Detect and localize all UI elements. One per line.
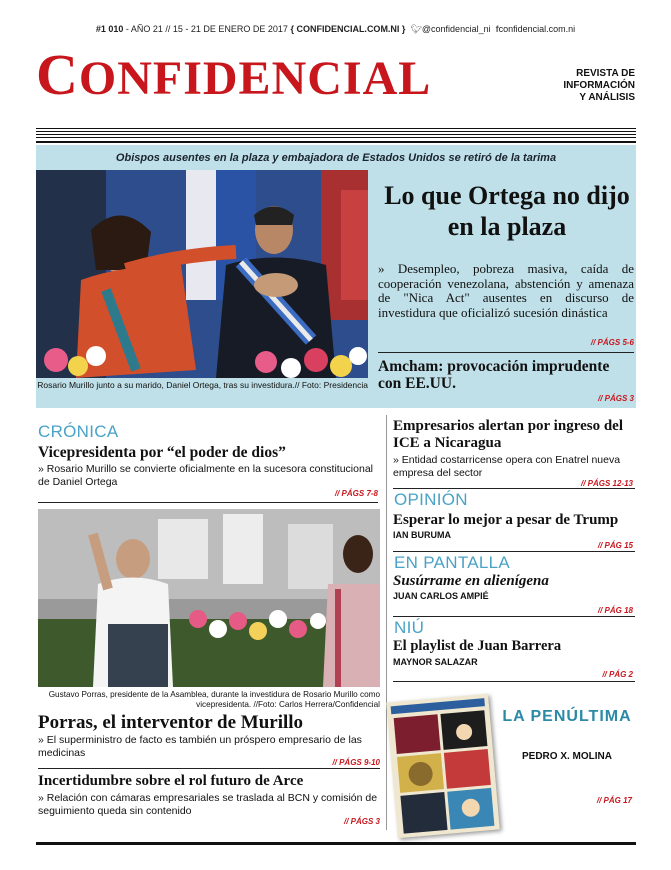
investiture-photo — [38, 509, 380, 687]
alien-page-ref: // PÁG 18 — [597, 606, 633, 615]
cronica-page-ref: // PÁGS 7-8 — [334, 489, 378, 498]
arce-page-ref: // PÁGS 3 — [343, 817, 380, 826]
issue-number: #1 010 — [95, 24, 124, 34]
section-cronica: CRÓNICA — [38, 422, 119, 441]
amcham-page-ref: // PÁGS 3 — [597, 394, 634, 403]
playlist-author: MAYNOR SALAZAR — [393, 657, 478, 667]
masthead-rule — [36, 128, 636, 138]
arce-deck: » Relación con cámaras empresariales se traslada al BCN y comisión de seguimiento queda sin contenido — [38, 792, 378, 817]
section-la-penultima[interactable]: LA PENÚLTIMA — [502, 708, 632, 725]
investiture-photo-caption: Gustavo Porras, presidente de la Asamblea, durante la investidura de Rosario Murillo como vicepresidenta. //Foto: Carlos Herrera/Confidencial — [48, 690, 380, 709]
divider — [393, 551, 635, 552]
penultima-page-ref: // PÁG 17 — [596, 796, 632, 805]
amcham-headline[interactable]: Amcham: provocación imprudente con EE.UU. — [378, 358, 610, 392]
trump-headline[interactable]: Esperar lo mejor a pesar de Trump — [393, 512, 619, 528]
cronica-headline[interactable]: Vicepresidenta por “el poder de dios” — [38, 444, 286, 461]
divider — [38, 502, 378, 503]
empresarios-headline[interactable]: Empresarios alertan por ingreso del ICE a Nicaragua — [393, 418, 623, 451]
section-niu: NIÚ — [394, 618, 425, 637]
divider — [393, 488, 635, 489]
masthead-rule-solid — [36, 141, 636, 143]
cartoon-thumbnail[interactable] — [386, 694, 499, 838]
masthead-tagline: REVISTA DE INFORMACIÓN Y ANÁLISIS — [563, 68, 635, 103]
porras-headline[interactable]: Porras, el interventor de Murillo — [38, 712, 304, 733]
porras-deck: » El superministro de facto es también un próspero empresario de las medicinas — [38, 734, 362, 759]
alien-headline[interactable]: Susúrrame en alienígena — [393, 573, 549, 589]
divider — [38, 768, 380, 769]
issue-date: - AÑO 21 // 15 - 21 DE ENERO DE 2017 — [123, 24, 291, 34]
twitter-icon: 🐦︎ — [410, 24, 422, 34]
twitter-handle[interactable]: @confidencial_ni — [421, 24, 491, 34]
lead-photo — [36, 170, 368, 378]
porras-page-ref: // PÁGS 9-10 — [332, 758, 380, 767]
lead-deck: » Desempleo, pobreza masiva, caída de cooperación venezolana, abstención y amenaza de "Nica Act" ausentes en discurso de investidura que oficializó sucesión dinástica — [378, 261, 634, 320]
cronica-deck: » Rosario Murillo se convierte oficialmente en la sucesora constitucional de Daniel Ortega — [38, 463, 373, 488]
website-link[interactable]: { CONFIDENCIAL.COM.NI } — [290, 24, 406, 34]
divider — [393, 616, 635, 617]
divider — [393, 681, 635, 682]
lead-photo-caption: Rosario Murillo junto a su marido, Daniel Ortega, tras su investidura.// Foto: Presidencia — [37, 380, 368, 390]
section-opinion: OPINIÓN — [394, 490, 468, 509]
playlist-page-ref: // PÁG 2 — [602, 670, 633, 679]
lead-kicker: Obispos ausentes en la plaza y embajadora de Estados Unidos se retiró de la tarima — [115, 152, 557, 164]
lead-headline[interactable]: Lo que Ortega no dijo en la plaza — [384, 181, 630, 241]
facebook-handle[interactable]: confidencial.com.ni — [498, 24, 576, 34]
arce-headline[interactable]: Incertidumbre sobre el rol futuro de Arce — [38, 773, 304, 789]
bottom-rule — [36, 842, 636, 845]
penultima-author: PEDRO X. MOLINA — [521, 751, 612, 762]
column-divider — [386, 415, 387, 830]
section-en-pantalla: EN PANTALLA — [394, 553, 511, 572]
empresarios-deck: » Entidad costarricense opera con Enatrel nueva empresa del sector — [393, 454, 621, 479]
playlist-headline[interactable]: El playlist de Juan Barrera — [393, 638, 562, 654]
facebook-icon: f — [495, 24, 499, 34]
trump-author: IAN BURUMA — [393, 530, 451, 540]
empresarios-page-ref: // PÁGS 12-13 — [580, 479, 633, 488]
alien-author: JUAN CARLOS AMPIÉ — [393, 591, 489, 601]
issue-info-line — [0, 24, 671, 35]
trump-page-ref: // PÁG 15 — [597, 541, 633, 550]
masthead-logo: CONFIDENCIAL — [36, 42, 432, 107]
lead-page-ref: // PÁGS 5-6 — [590, 338, 634, 347]
divider — [378, 352, 634, 353]
